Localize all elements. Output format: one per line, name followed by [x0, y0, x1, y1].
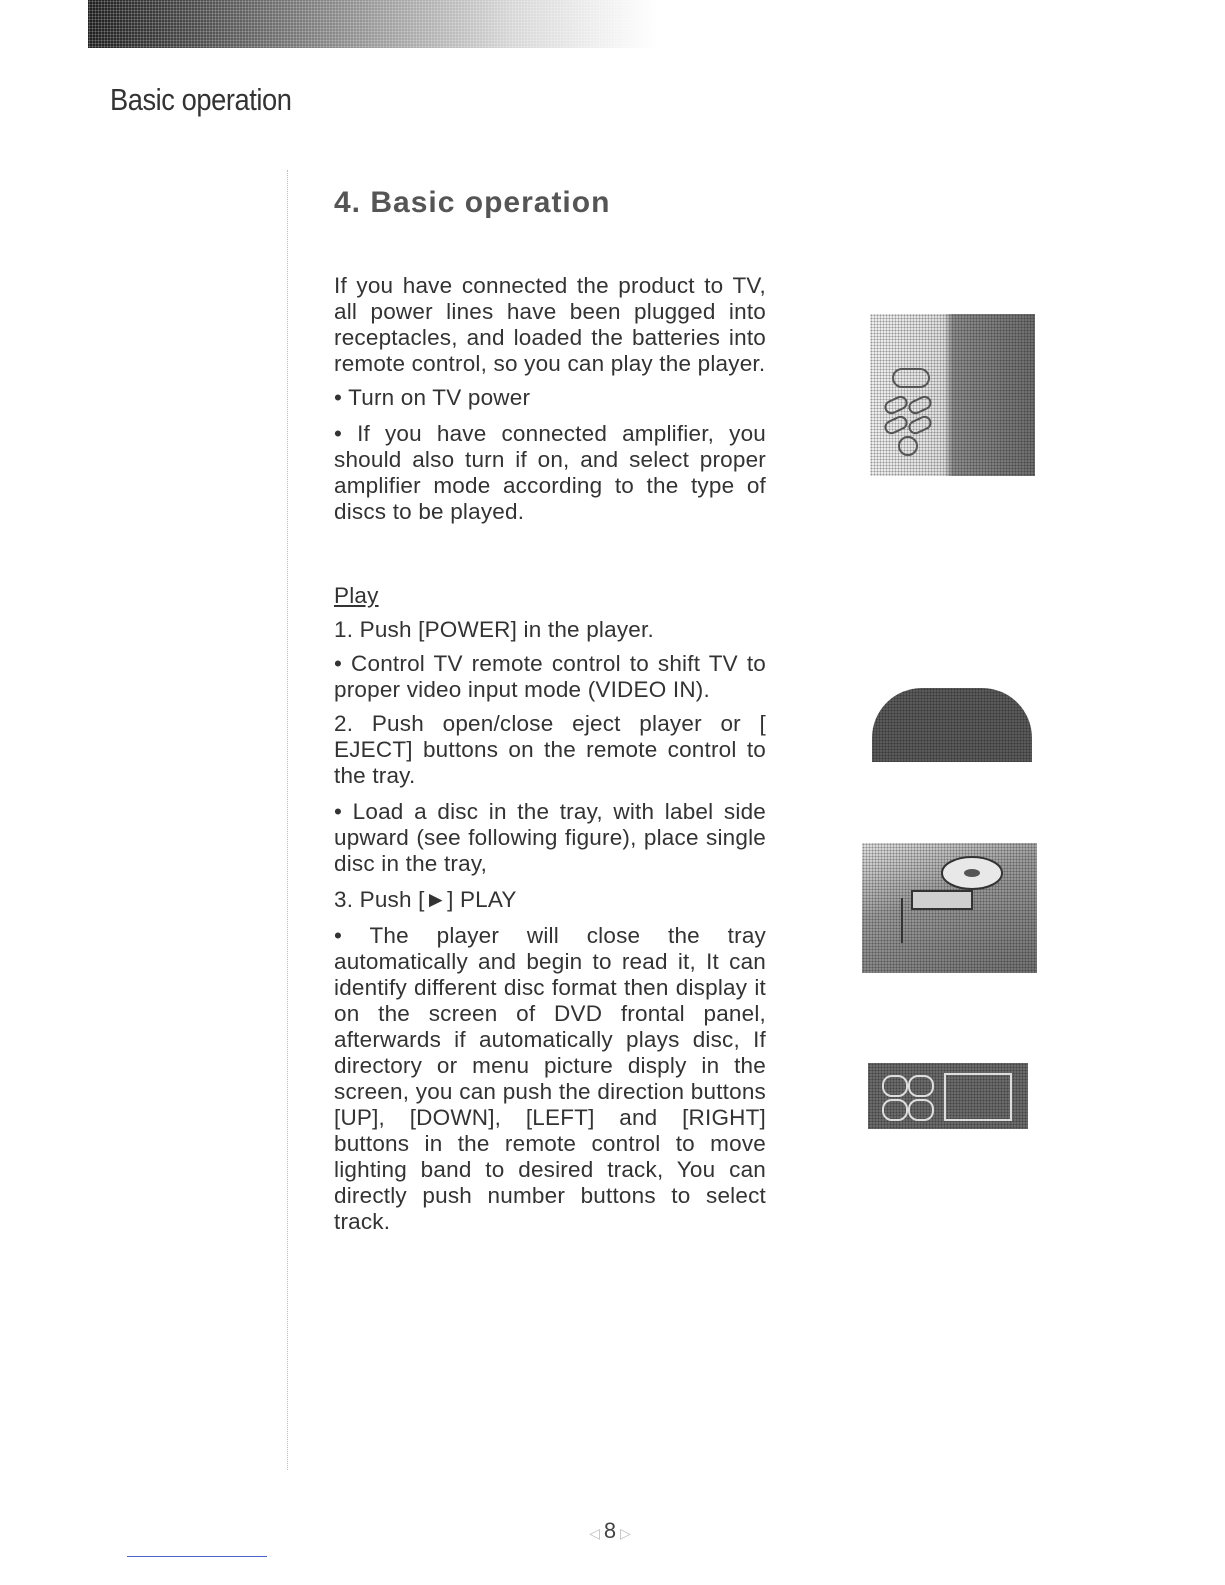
- page-number: ◁ 8 ▷: [580, 1518, 640, 1544]
- play-step-3: 3. Push [►] PLAY: [334, 887, 517, 912]
- button-shape: [882, 1075, 908, 1097]
- button-shape: [892, 368, 930, 388]
- play-heading: Play: [334, 583, 379, 608]
- footer-rule: [127, 1556, 267, 1557]
- play-step-1: 1. Push [POWER] in the player.: [334, 617, 654, 642]
- intro-paragraph: If you have connected the product to TV, all power lines have been plugged into receptacles, and loaded the batteries into remote control, so you can play the player.: [334, 273, 766, 376]
- margin-rule: [287, 170, 288, 1470]
- image-texture: [872, 688, 1032, 762]
- player-front-panel-image: [870, 314, 1035, 476]
- body-text: [334, 273, 766, 1235]
- play-step-3-note: • The player will close the tray automatically and begin to read it, It can identify different disc format then display it on the screen of DVD frontal panel, afterwards if automatically plays disc, If directory or menu picture disply in the screen, you can push the direction buttons [UP], [DOWN], [LEFT] and [RIGHT] buttons in the remote control to move lighting band to desired track, You can directly push number buttons to select track.: [334, 923, 766, 1234]
- bullet-amplifier: • If you have connected amplifier, you should also turn if on, and select proper amplifier mode according to the type of discs to be played.: [334, 421, 766, 524]
- play-step-2: 2. Push open/close eject player or [ EJECT] buttons on the remote control to the tray.: [334, 711, 766, 788]
- bullet-tv-power: • Turn on TV power: [334, 385, 531, 410]
- power-button-icon: [898, 436, 918, 456]
- button-shape: [908, 1099, 934, 1121]
- play-step-2-note: • Load a disc in the tray, with label side upward (see following figure), place single disc in the tray,: [334, 799, 766, 876]
- disc-tray-image: [862, 843, 1037, 973]
- display-window: [944, 1073, 1012, 1121]
- play-buttons-image: [868, 1063, 1028, 1129]
- button-shape: [908, 1075, 934, 1097]
- image-texture: [870, 314, 1035, 476]
- section-title: 4. Basic operation: [334, 186, 611, 219]
- play-step-1-note: • Control TV remote control to shift TV to proper video input mode (VIDEO IN).: [334, 651, 766, 702]
- remote-control-image: [872, 688, 1032, 762]
- header-decoration-band: [88, 0, 658, 48]
- header-title: Basic operation: [110, 82, 292, 117]
- button-shape: [882, 1099, 908, 1121]
- disc-icon: [862, 843, 1037, 973]
